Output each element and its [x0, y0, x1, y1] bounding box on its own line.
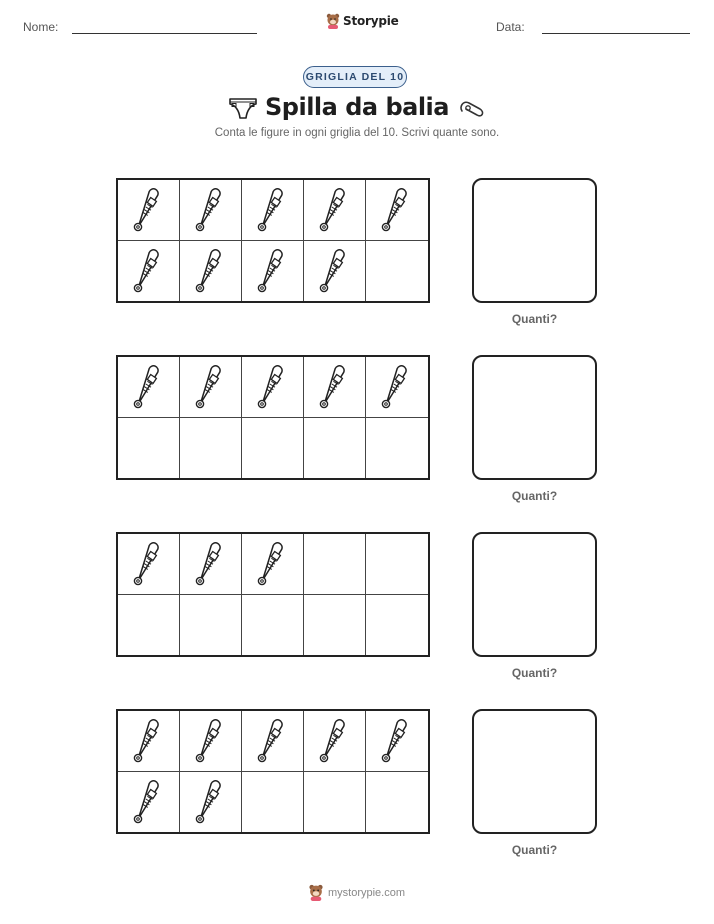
brand-name: Storypie	[343, 14, 399, 28]
brand-logo	[326, 13, 399, 29]
frame-cell	[180, 534, 242, 595]
frame-cell	[180, 241, 242, 302]
safety-pin-icon	[316, 365, 354, 409]
frame-cell	[366, 180, 428, 241]
frame-cell	[304, 357, 366, 418]
instructions: Conta le figure in ogni griglia del 10. Scrivi quante sono.	[214, 127, 500, 139]
frame-cell	[242, 180, 304, 241]
worksheet-type-badge: GRIGLIA DEL 10	[303, 66, 407, 88]
answer-label-4: Quanti?	[511, 843, 558, 857]
safety-pin-icon	[254, 542, 292, 586]
answer-box-1[interactable]	[472, 178, 597, 303]
safety-pin-icon	[254, 365, 292, 409]
safety-pin-icon	[316, 719, 354, 763]
frame-cell	[366, 711, 428, 772]
frame-cell	[118, 418, 180, 479]
answer-box-4[interactable]	[472, 709, 597, 834]
safety-pin-icon	[130, 780, 168, 824]
bear-icon	[326, 13, 340, 29]
frame-cell	[366, 534, 428, 595]
safety-pin-icon	[130, 249, 168, 293]
name-label: Nome:	[23, 20, 59, 34]
date-line	[542, 33, 690, 34]
ten-frame-1	[116, 178, 430, 303]
safety-pin-icon	[378, 365, 416, 409]
footer	[308, 884, 405, 901]
safety-pin-icon	[254, 188, 292, 232]
bear-icon	[308, 884, 324, 901]
safety-pin-icon	[130, 365, 168, 409]
frame-cell	[304, 534, 366, 595]
page-title: Spilla da balia	[265, 93, 449, 121]
frame-cell	[242, 534, 304, 595]
answer-label-3: Quanti?	[511, 666, 558, 680]
safety-pin-icon	[192, 249, 230, 293]
frame-cell	[366, 772, 428, 833]
ten-frame-2	[116, 355, 430, 480]
safety-pin-icon	[130, 542, 168, 586]
ten-frame-4	[116, 709, 430, 834]
date-label: Data:	[496, 20, 525, 34]
answer-label-2: Quanti?	[511, 489, 558, 503]
frame-cell	[180, 357, 242, 418]
frame-cell	[242, 772, 304, 833]
safety-pin-icon	[192, 365, 230, 409]
frame-cell	[118, 772, 180, 833]
ten-frame-3	[116, 532, 430, 657]
frame-cell	[366, 595, 428, 656]
frame-cell	[304, 772, 366, 833]
frame-cell	[118, 357, 180, 418]
frame-cell	[118, 241, 180, 302]
safety-pin-icon	[192, 188, 230, 232]
frame-cell	[366, 357, 428, 418]
safety-pin-icon	[192, 542, 230, 586]
answer-box-3[interactable]	[472, 532, 597, 657]
frame-cell	[118, 595, 180, 656]
safety-pin-icon	[378, 719, 416, 763]
frame-cell	[304, 180, 366, 241]
safety-pin-icon	[130, 719, 168, 763]
frame-cell	[118, 534, 180, 595]
safety-pin-icon	[254, 249, 292, 293]
frame-cell	[180, 595, 242, 656]
safety-pin-icon	[316, 188, 354, 232]
safety-pin-icon	[192, 719, 230, 763]
safety-pin-icon	[254, 719, 292, 763]
frame-cell	[118, 711, 180, 772]
frame-cell	[180, 180, 242, 241]
diaper-icon	[228, 95, 258, 121]
safety-pin-outline-icon	[458, 97, 486, 119]
name-line	[72, 33, 257, 34]
safety-pin-icon	[316, 249, 354, 293]
frame-cell	[180, 772, 242, 833]
frame-cell	[242, 418, 304, 479]
frame-cell	[304, 241, 366, 302]
frame-cell	[242, 241, 304, 302]
frame-cell	[118, 180, 180, 241]
frame-cell	[366, 241, 428, 302]
frame-cell	[366, 418, 428, 479]
frame-cell	[242, 711, 304, 772]
frame-cell	[304, 418, 366, 479]
frame-cell	[304, 711, 366, 772]
frame-cell	[180, 418, 242, 479]
safety-pin-icon	[192, 780, 230, 824]
answer-box-2[interactable]	[472, 355, 597, 480]
frame-cell	[242, 357, 304, 418]
frame-cell	[242, 595, 304, 656]
frame-cell	[304, 595, 366, 656]
footer-url: mystorypie.com	[328, 886, 406, 899]
safety-pin-icon	[378, 188, 416, 232]
frame-cell	[180, 711, 242, 772]
answer-label-1: Quanti?	[511, 312, 558, 326]
safety-pin-icon	[130, 188, 168, 232]
